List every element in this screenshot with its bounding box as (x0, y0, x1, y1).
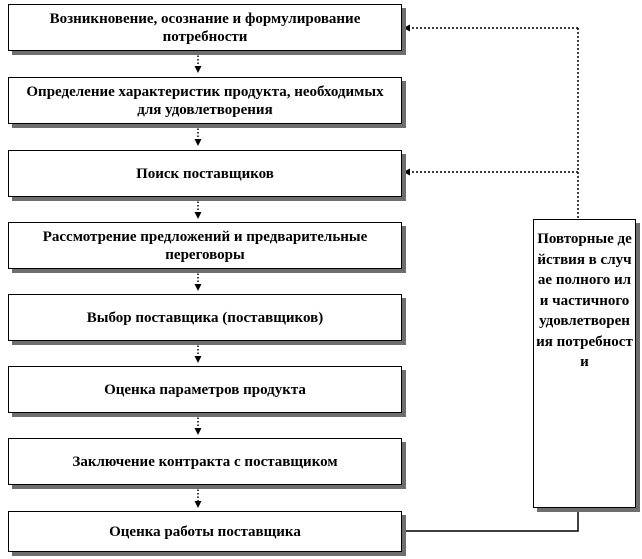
step-supplier-selection-label: Выбор поставщика (поставщиков) (86, 309, 324, 326)
step-contract-conclusion-label: Заключение контракта с поставщиком (72, 453, 338, 470)
step-product-characteristics-label: Определение характеристик продукта, необходимых для удовлетворения (26, 83, 384, 118)
step-supplier-performance-label: Оценка работы поставщика (109, 523, 301, 540)
step-supplier-selection (8, 294, 402, 341)
step-supplier-search (8, 150, 402, 197)
step-contract-conclusion (8, 438, 402, 485)
step-product-evaluation-label: Оценка параметров продукта (104, 381, 306, 398)
step-proposals-review (8, 222, 402, 269)
step-product-evaluation (8, 366, 402, 413)
feedback-line-bottom (402, 508, 578, 531)
feedback-note-label: Повторные действия в случае полного или частичного удовлетворения потребности (536, 231, 633, 370)
step-supplier-performance (8, 511, 402, 552)
step-supplier-search-label: Поиск поставщиков (136, 165, 274, 182)
step-proposals-review-label: Рассмотрение предложений и предварительные переговоры (42, 228, 368, 263)
step-need-recognition-label: Возникновение, осознание и формулирование потребности (49, 10, 361, 45)
feedback-note-box (533, 219, 636, 508)
step-product-characteristics (8, 77, 402, 124)
step-need-recognition (8, 4, 402, 51)
